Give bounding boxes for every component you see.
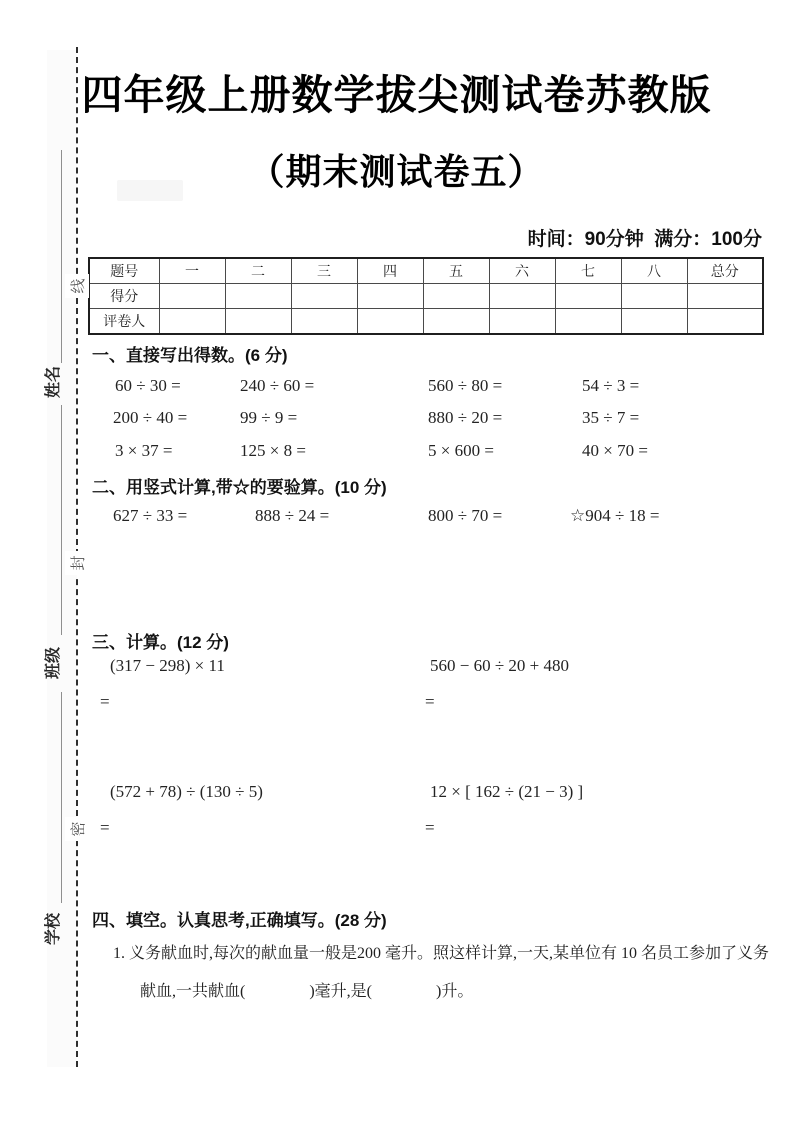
- score-row: [89, 284, 763, 309]
- equals-sign: =: [100, 692, 110, 711]
- class-field-label: 班级: [44, 647, 62, 680]
- calc-expression: 560 − 60 ÷ 20 + 480: [430, 656, 570, 675]
- header-cell: 二: [225, 258, 291, 284]
- page-title: 四年级上册数学拔尖测试卷苏教版: [81, 72, 712, 118]
- oral-problem: 40 × 70 =: [582, 441, 648, 460]
- score-cell: [621, 309, 687, 335]
- section1-heading: 一、直接写出得数。(6 分): [92, 346, 288, 365]
- oral-problem: 125 × 8 =: [240, 441, 306, 460]
- oral-problem: 5 × 600 =: [428, 441, 494, 460]
- score-cell: [291, 309, 357, 335]
- score-cell: [423, 284, 489, 309]
- header-cell: 总分: [687, 258, 763, 284]
- grader-row: [89, 309, 763, 335]
- seal-char-mi: 密: [65, 817, 89, 841]
- column-problem: ☆904 ÷ 18 =: [570, 506, 660, 525]
- row-label-cell: 评卷人: [89, 309, 159, 335]
- fill-blank-item-line2: 献血,一共献血( )毫升,是( )升。: [140, 983, 474, 1000]
- name-field-label: 姓名: [44, 366, 62, 399]
- score-cell: [159, 309, 225, 335]
- row-label-cell: 得分: [89, 284, 159, 309]
- header-cell: 七: [555, 258, 621, 284]
- page-subtitle: （期末测试卷五）: [248, 151, 545, 192]
- score-cell: [357, 284, 423, 309]
- score-cell: [159, 284, 225, 309]
- column-problem: 888 ÷ 24 =: [255, 506, 330, 525]
- equals-sign: =: [425, 692, 435, 711]
- header-cell: 三: [291, 258, 357, 284]
- score-cell: [555, 309, 621, 335]
- score-cell: [489, 309, 555, 335]
- header-cell: 六: [489, 258, 555, 284]
- score-cell: [225, 284, 291, 309]
- time-score-info: 时间：90分钟 满分：100分: [527, 229, 762, 250]
- score-cell: [357, 309, 423, 335]
- oral-problem: 3 × 37 =: [115, 441, 173, 460]
- oral-problem: 200 ÷ 40 =: [113, 408, 188, 427]
- seal-char-feng: 封: [65, 551, 89, 575]
- equals-sign: =: [425, 818, 435, 837]
- column-problem: 627 ÷ 33 =: [113, 506, 188, 525]
- score-table: [88, 257, 764, 335]
- oral-problem: 560 ÷ 80 =: [428, 376, 503, 395]
- score-cell: [621, 284, 687, 309]
- score-cell: [555, 284, 621, 309]
- calc-expression: 12 × [ 162 ÷ (21 − 3) ]: [430, 782, 584, 801]
- header-cell: 八: [621, 258, 687, 284]
- section4-heading: 四、填空。认真思考,正确填写。(28 分): [92, 911, 387, 930]
- oral-problem: 60 ÷ 30 =: [115, 376, 181, 395]
- oral-problem: 240 ÷ 60 =: [240, 376, 315, 395]
- section3-heading: 三、计算。(12 分): [92, 633, 229, 652]
- school-field-label: 学校: [44, 913, 62, 946]
- calc-expression: (317 − 298) × 11: [110, 656, 225, 675]
- fill-blank-item-line1: 1. 义务献血时,每次的献血量一般是200 毫升。照这样计算,一天,某单位有 10 名员工参加了义务: [113, 945, 770, 962]
- score-cell: [291, 284, 357, 309]
- calc-expression: (572 + 78) ÷ (130 ÷ 5): [110, 782, 263, 801]
- seal-char-xian: 线: [65, 274, 89, 298]
- seal-solid-line: [61, 150, 62, 363]
- oral-problem: 99 ÷ 9 =: [240, 408, 298, 427]
- column-problem: 800 ÷ 70 =: [428, 506, 503, 525]
- score-cell: [225, 309, 291, 335]
- oral-problem: 54 ÷ 3 =: [582, 376, 640, 395]
- score-cell: [423, 309, 489, 335]
- header-cell: 四: [357, 258, 423, 284]
- equals-sign: =: [100, 818, 110, 837]
- score-cell: [489, 284, 555, 309]
- seal-solid-line: [61, 692, 62, 903]
- header-cell: 五: [423, 258, 489, 284]
- score-cell: [687, 284, 763, 309]
- header-cell: 题号: [89, 258, 159, 284]
- section2-heading: 二、用竖式计算,带☆的要验算。(10 分): [92, 478, 387, 497]
- oral-problem: 35 ÷ 7 =: [582, 408, 640, 427]
- oral-problem: 880 ÷ 20 =: [428, 408, 503, 427]
- score-table-header-row: [89, 258, 763, 284]
- seal-solid-line: [61, 405, 62, 635]
- header-cell: 一: [159, 258, 225, 284]
- score-cell: [687, 309, 763, 335]
